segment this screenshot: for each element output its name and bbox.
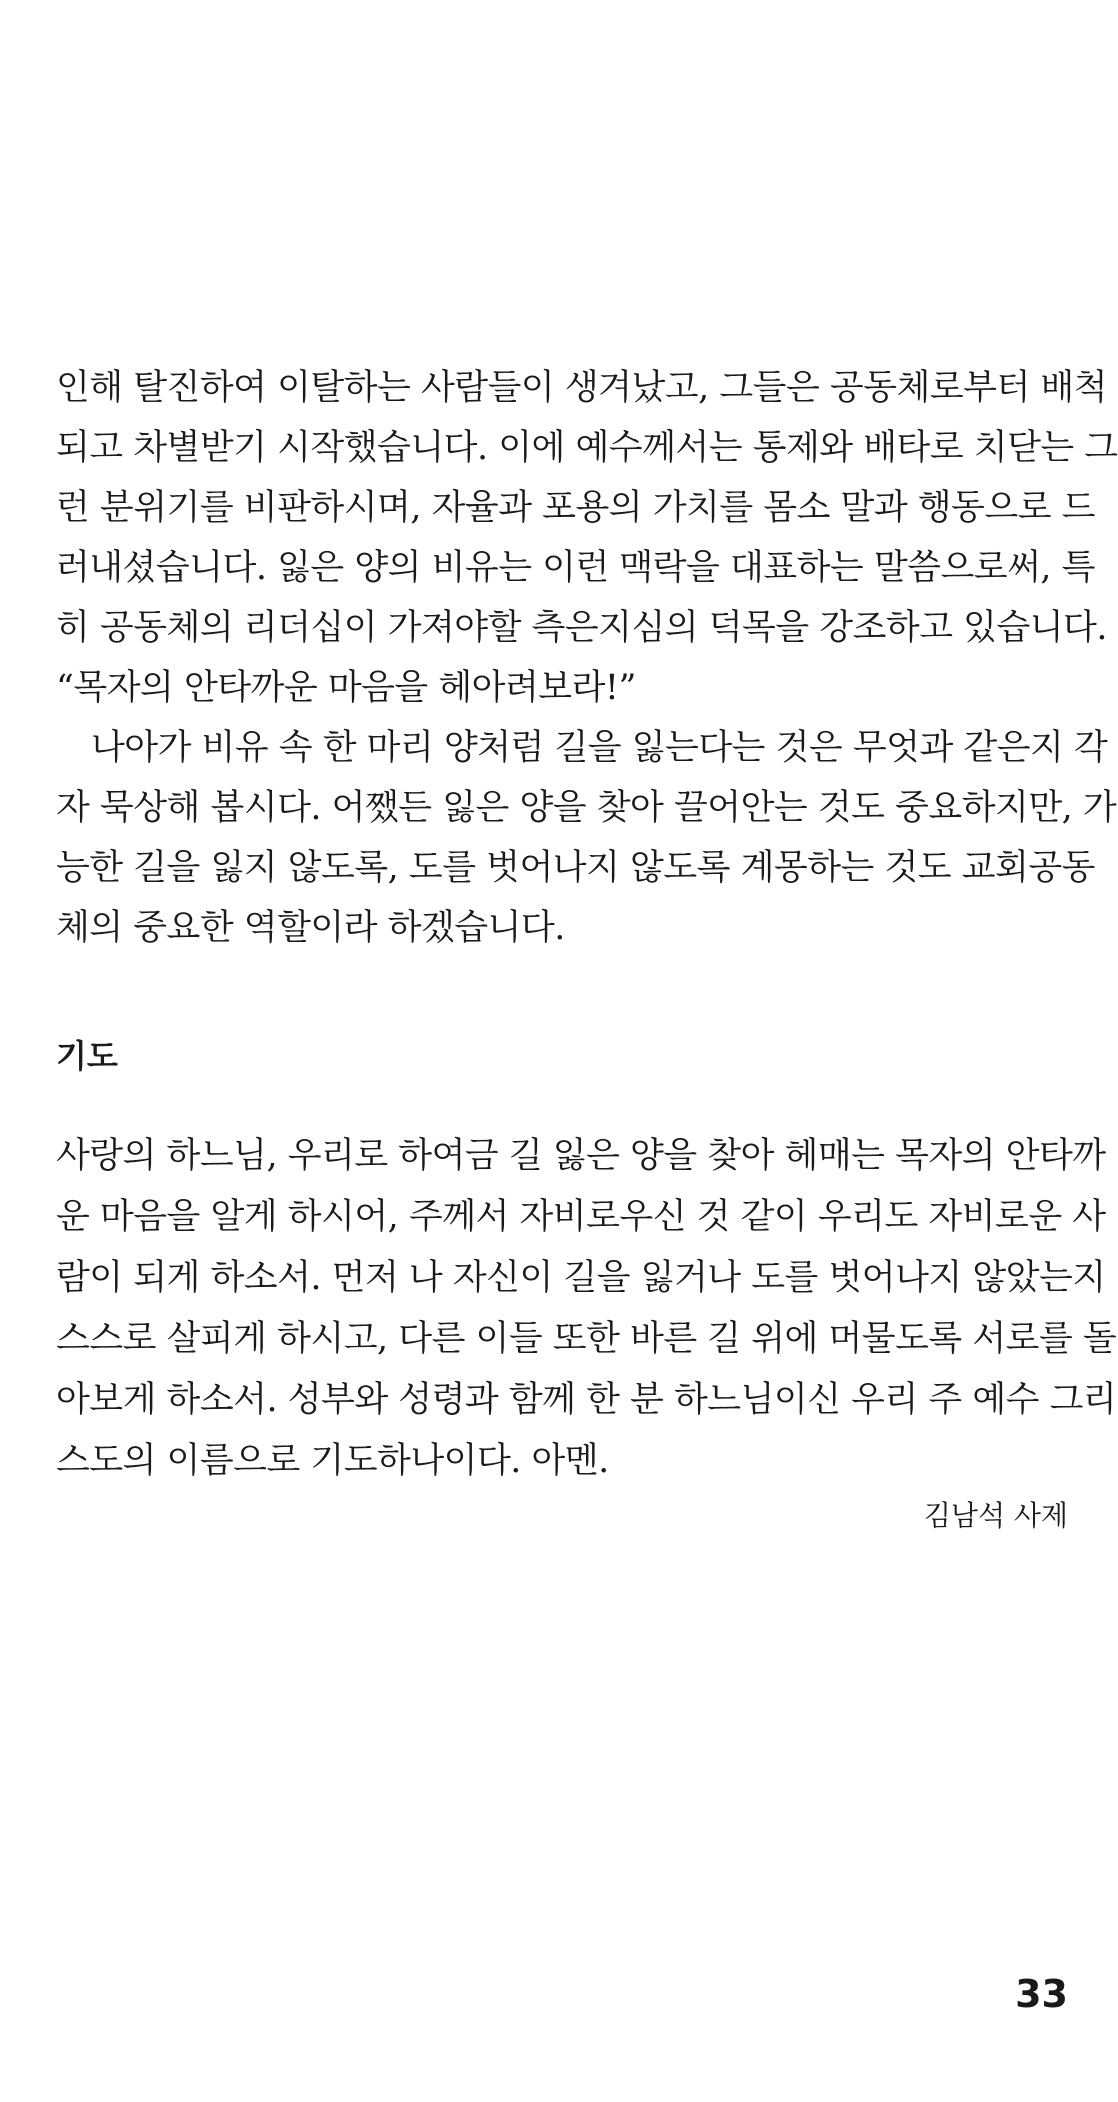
quote-line: “목자의 안타까운 마음을 헤아려보라!” [56,668,636,708]
prayer-body [56,1126,1117,1492]
prayer-heading: 기도 [56,1037,118,1075]
body-line: 능한 길을 잃지 않도록, 도를 벗어나지 않도록 계몽하는 것도 교회공동 [56,848,1095,888]
body-line: 러내셨습니다. 잃은 양의 비유는 이런 맥락을 대표하는 말씀으로써, 특 [56,548,1095,588]
body-line: 히 공동체의 리더십이 가져야할 측은지심의 덕목을 강조하고 있습니다. [56,608,1107,648]
body-line: 체의 중요한 역할이라 하겠습니다. [56,908,565,948]
prayer-line: 사랑의 하느님, 우리로 하여금 길 잃은 양을 찾아 헤매는 목자의 안타까 [56,1136,1106,1176]
prayer-line: 스스로 살피게 하시고, 다른 이들 또한 바른 길 위에 머물도록 서로를 돌 [56,1319,1117,1359]
body-line: 나아가 비유 속 한 마리 양처럼 길을 잃는다는 것은 무엇과 같은지 각 [91,728,1108,768]
prayer-line: 람이 되게 하소서. 먼저 나 자신이 길을 잃거나 도를 벗어나지 않았는지 [56,1258,1106,1298]
body-line: 인해 탈진하여 이탈하는 사람들이 생겨났고, 그들은 공동체로부터 배척 [56,368,1107,408]
body-line: 자 묵상해 봅시다. 어쨌든 잃은 양을 찾아 끌어안는 것도 중요하지만, 가 [56,788,1117,828]
body-line: 런 분위기를 비판하시며, 자율과 포용의 가치를 몸소 말과 행동으로 드 [56,488,1095,528]
body-line: 되고 차별받기 시작했습니다. 이에 예수께서는 통제와 배타로 치닫는 그 [56,428,1118,468]
meditation-body [56,358,1118,958]
page-number: 33 [1015,1972,1068,2016]
prayer-line: 스도의 이름으로 기도하나이다. 아멘. [56,1441,609,1481]
page-content [56,358,1118,1536]
prayer-line: 아보게 하소서. 성부와 성령과 함께 한 분 하느님이신 우리 주 예수 그리 [56,1380,1117,1420]
author-signature: 김남석 사제 [923,1499,1068,1532]
prayer-line: 운 마음을 알게 하시어, 주께서 자비로우신 것 같이 우리도 자비로운 사 [56,1197,1106,1237]
